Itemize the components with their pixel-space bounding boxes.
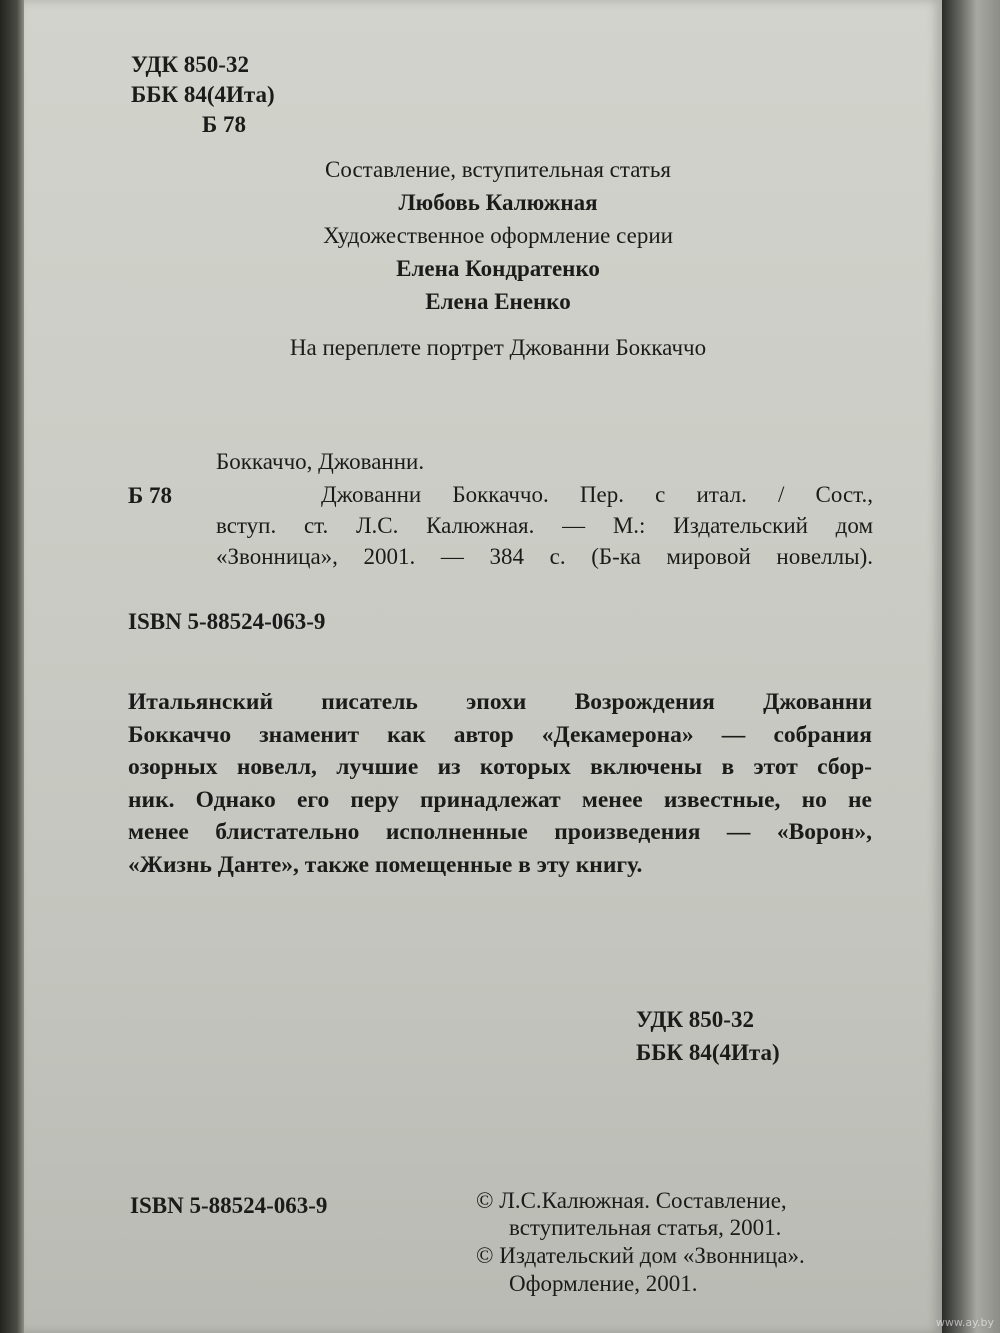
author-mark-top: Б 78 <box>202 112 246 137</box>
isbn-top: ISBN 5-88524-063-9 <box>128 609 326 634</box>
biblio-line-2: вступ. ст. Л.С. Калюжная. — М.: Издательский дом <box>216 513 873 538</box>
annotation-line: ник. Однако его перу принадлежат менее известные, но не <box>128 786 872 813</box>
annotation-line: менее блистательно исполненные произведения — «Ворон», <box>128 819 872 845</box>
copyright-line-1: © Л.С.Калюжная. Составление, <box>476 1188 787 1213</box>
biblio-heading: Боккаччо, Джованни. <box>216 449 425 474</box>
annotation-line: Боккаччо знаменит как автор «Декамерона» — собрания <box>128 721 872 748</box>
right-book-edge <box>942 0 1000 1333</box>
author-mark-biblio: Б 78 <box>128 483 172 508</box>
design-label: Художественное оформление серии <box>323 223 673 248</box>
bbk-top: ББК 84(4Ита) <box>131 82 275 107</box>
annotation-line: озорных новелл, лучшие из которых включены в этот сбор- <box>128 754 872 780</box>
biblio-line-1: Джованни Боккаччо. Пер. с итал. / Сост., <box>321 482 873 507</box>
left-background-strip <box>0 0 24 1333</box>
copyright-line-3: © Издательский дом «Звонница». <box>476 1243 805 1268</box>
copyright-line-2: вступительная статья, 2001. <box>509 1215 782 1240</box>
udk-top: УДК 850-32 <box>131 52 249 77</box>
designer-name-2: Елена Ененко <box>425 289 571 314</box>
designer-name-1: Елена Кондратенко <box>396 256 600 281</box>
bbk-bottom: ББК 84(4Ита) <box>636 1040 780 1065</box>
annotation-line: Итальянский писатель эпохи Возрождения Джованни <box>128 689 872 715</box>
isbn-bottom: ISBN 5-88524-063-9 <box>130 1193 328 1218</box>
cover-note: На переплете портрет Джованни Боккаччо <box>289 335 707 360</box>
compilation-label: Составление, вступительная статья <box>325 157 671 182</box>
book-page <box>24 0 942 1333</box>
compiler-name: Любовь Калюжная <box>398 190 598 215</box>
udk-bottom: УДК 850-32 <box>636 1007 754 1032</box>
annotation <box>128 686 872 881</box>
watermark: www.ay.by <box>935 1316 994 1329</box>
copyright-line-4: Оформление, 2001. <box>509 1271 698 1296</box>
biblio-line-3: «Звонница», 2001. — 384 с. (Б-ка мировой новеллы). <box>216 544 873 569</box>
annotation-line: «Жизнь Данте», также помещенные в эту книгу. <box>128 851 643 878</box>
